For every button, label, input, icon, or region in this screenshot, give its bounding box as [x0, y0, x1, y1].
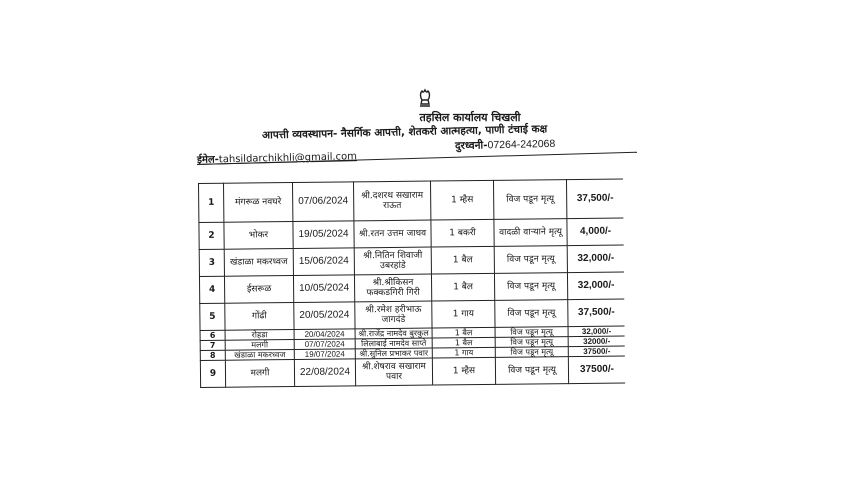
cell-reason: विज पडून मृत्यू — [494, 273, 567, 301]
cell-date: 19/07/2024 — [294, 349, 355, 360]
cell-village: ईसरूळ — [224, 276, 293, 304]
cell-reason: विज पडून मृत्यू — [495, 337, 568, 348]
cell-village: मलगी — [225, 360, 294, 388]
email-label: ईमेल- — [196, 154, 220, 166]
cell-name: श्री.सुनिल प्रभाकर पवार — [355, 348, 432, 359]
cell-animal: 1 गाय — [432, 300, 495, 328]
cell-village: भोकर — [224, 222, 293, 250]
phone-line — [455, 137, 556, 153]
compensation-table — [198, 179, 625, 388]
cell-no: 8 — [200, 350, 225, 360]
cell-reason: विज पडून मृत्यू — [495, 327, 568, 338]
email-address: tahsildarchikhli@gmail.com — [218, 151, 358, 166]
cell-no: 1 — [199, 183, 224, 222]
cell-animal: 1 बैल — [432, 327, 495, 338]
cell-date: 15/06/2024 — [293, 248, 354, 276]
cell-animal: 1 म्हैस — [432, 357, 495, 385]
cell-date: 22/08/2024 — [294, 359, 355, 387]
department-title: आपत्ती व्यवस्थापन- नैसर्गिक आपत्ती, शेतकरी आत्महत्या, पाणी टंचाई कक्ष — [261, 123, 548, 142]
cell-animal: 1 बकरी — [431, 219, 494, 247]
cell-animal: 1 म्हैस — [430, 180, 493, 220]
cell-name: श्री.श्रीकिसन फक्कडगिरी गिरी — [354, 274, 431, 302]
cell-village: मंगरूळ नवघरे — [224, 183, 293, 223]
cell-date: 19/05/2024 — [293, 221, 354, 249]
cell-no: 2 — [199, 222, 224, 249]
cell-no: 7 — [200, 340, 225, 350]
cell-reason: विज पडून मृत्यू — [495, 347, 568, 358]
cell-animal: 1 बैल — [432, 337, 495, 348]
cell-animal: 1 गाय — [432, 347, 495, 358]
cell-name: श्री.रमेश हरीभाऊ जागदंडे — [355, 301, 432, 329]
cell-reason: विज पडून मृत्यू — [495, 300, 568, 328]
cell-no: 3 — [199, 249, 224, 276]
cell-amount: 32,000/- — [567, 245, 624, 273]
cell-name: श्री.दशरथ सखाराम राऊत — [353, 181, 430, 221]
cell-no: 5 — [200, 303, 225, 330]
table-row — [199, 179, 624, 222]
cell-name: श्री.नितिन शिवाजी उबरहांडे — [354, 247, 431, 275]
cell-amount: 37500/- — [568, 356, 625, 384]
cell-name: लिलाबाई नामदेव साप्ते — [355, 338, 432, 349]
cell-name: श्री.शेषराव सखाराम पवार — [355, 358, 432, 386]
phone-number: 07264-242068 — [487, 137, 556, 152]
cell-reason: विज पडून मृत्यू — [494, 246, 567, 274]
cell-name: श्री.रतन उत्तम जाधव — [354, 220, 431, 248]
cell-date: 20/05/2024 — [294, 302, 355, 330]
cell-no: 4 — [199, 276, 224, 303]
cell-no: 9 — [200, 360, 225, 387]
cell-animal: 1 बैल — [431, 246, 494, 274]
cell-amount: 37,500/- — [568, 299, 625, 327]
cell-village: मलगी — [225, 340, 294, 351]
phone-label: दुरध्वनी- — [454, 139, 488, 153]
cell-amount: 32000/- — [568, 336, 625, 347]
cell-reason: विज पडून मृत्यू — [495, 357, 568, 385]
cell-date: 07/07/2024 — [294, 339, 355, 350]
cell-reason: विज पडून मृत्यू — [493, 180, 566, 220]
cell-amount: 37,500/- — [566, 179, 623, 219]
cell-date: 07/06/2024 — [293, 182, 354, 222]
cell-name: श्री.राजेंद्र नामदेव बुरकुल — [355, 328, 432, 339]
cell-date: 20/04/2024 — [294, 329, 355, 340]
cell-amount: 37500/- — [568, 346, 625, 357]
cell-animal: 1 बैल — [431, 273, 494, 301]
cell-village: खंडाळा मकरध्वज — [224, 249, 293, 277]
state-emblem-icon — [412, 84, 438, 110]
table-row — [200, 356, 625, 387]
cell-amount: 32,000/- — [567, 272, 624, 300]
cell-date: 10/05/2024 — [293, 275, 354, 303]
cell-reason: वादळी वाऱ्याने मृत्यू — [494, 219, 567, 247]
cell-amount: 32,000/- — [568, 326, 625, 337]
cell-village: गोंढी — [225, 303, 294, 331]
cell-no: 6 — [200, 330, 225, 340]
office-title: तहसिल कार्यालय चिखली — [419, 111, 521, 124]
cell-village: खंडाळा मकरध्वज — [225, 350, 294, 361]
cell-amount: 4,000/- — [567, 218, 624, 246]
cell-village: रोहडा — [225, 330, 294, 341]
